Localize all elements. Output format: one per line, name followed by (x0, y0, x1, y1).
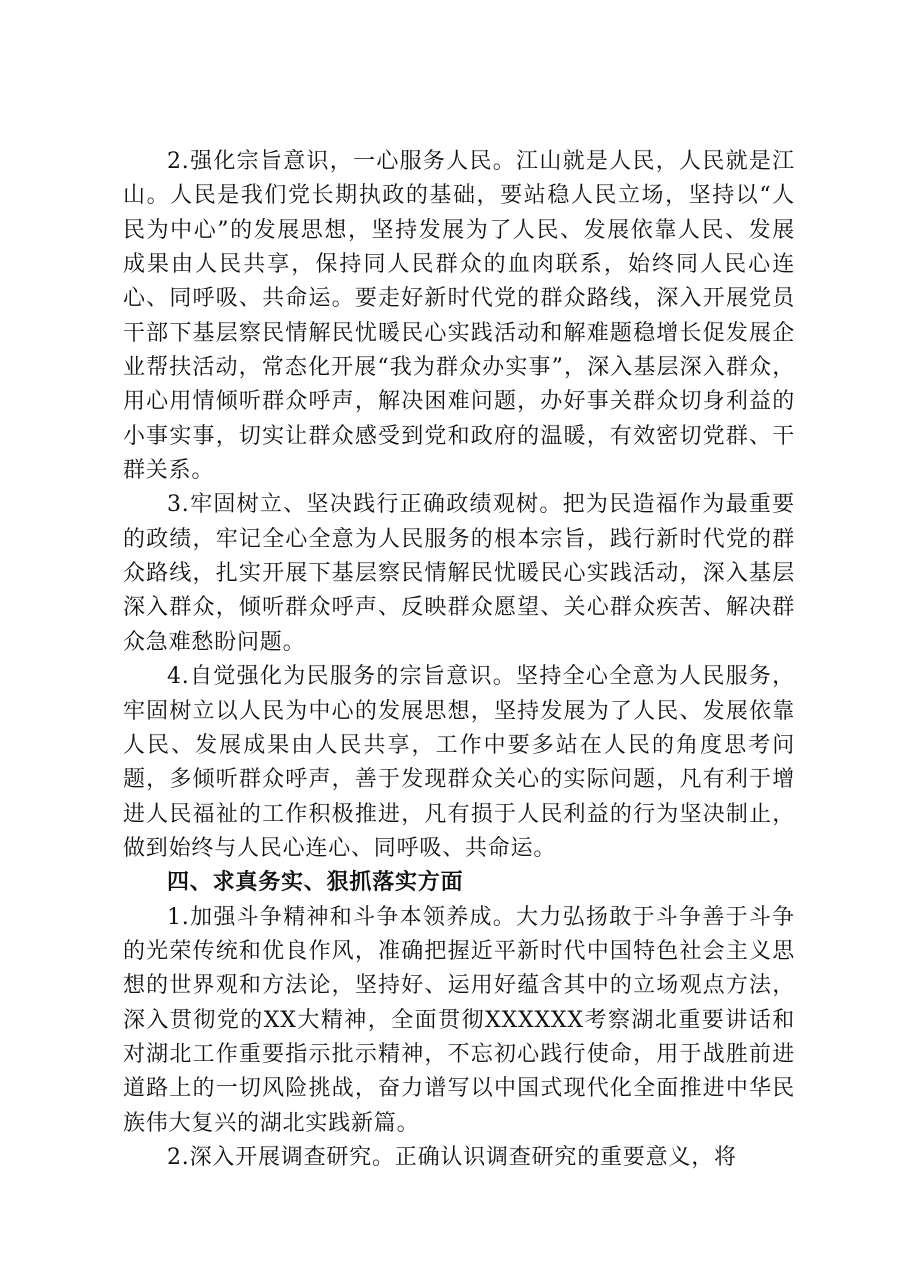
paragraph-item-2-investigation-research: 2.深入开展调查研究。正确认识调查研究的重要意义，将 (167, 1144, 737, 1170)
paragraph-item-2-purpose: 2.强化宗旨意识，一心服务人民。江山就是人民，人民就是江山。人民是我们党长期执政的基础，要站稳人民立场，坚持以“人民为中心”的发展思想，坚持发展为了人民、发展依靠人民、发展成果由人民共享，保持同人民群众的血肉联系，始终同人民心连心、同呼吸、共命运。要走好新时代党的群众路线，深入开展党员干部下基层察民情解民忧暖民心实践活动和解难题稳增长促发展企业帮扶活动，常态化开展“我为群众办实事”，深入基层深入群众，用心用情倾听群众呼声，解决困难问题，办好事关群众切身利益的小事实事，切实让群众感受到党和政府的温暖，有效密切党群、干群关系。 (123, 149, 795, 484)
paragraph-item-1-struggle-spirit: 1.加强斗争精神和斗争本领养成。大力弘扬敢于斗争善于斗争的光荣传统和优良作风，准确把握近平新时代中国特色社会主义思想的世界观和方法论，坚持好、运用好蕴含其中的立场观点方法，深入贯彻党的XX大精神，全面贯彻XXXXXX考察湖北重要讲话和对湖北工作重要指示批示精神，不忘初心践行使命，用于战胜前进道路上的一切风险挑战，奋力谱写以中国式现代化全面推进中华民族伟大复兴的湖北实践新篇。 (123, 904, 795, 1136)
paragraph-item-4-service-awareness: 4.自觉强化为民服务的宗旨意识。坚持全心全意为人民服务，牢固树立以人民为中心的发展思想，坚持发展为了人民、发展依靠人民、发展成果由人民共享，工作中要多站在人民的角度思考问题，多倾听群众呼声，善于发现群众关心的实际问题，凡有利于增进人民福祉的工作积极推进，凡有损于人民利益的行为坚决制止，做到始终与人民心连心、同呼吸、共命运。 (123, 664, 795, 861)
section-heading-4: 四、求真务实、狠抓落实方面 (167, 870, 464, 896)
paragraph-item-3-performance-view: 3.牢固树立、坚决践行正确政绩观树。把为民造福作为最重要的政绩，牢记全心全意为人民服务的根本宗旨，践行新时代党的群众路线，扎实开展下基层察民情解民忧暖民心实践活动，深入基层深入群众，倾听群众呼声、反映群众愿望、关心群众疾苦、解决群众急难愁盼问题。 (123, 492, 795, 655)
document-body (123, 145, 795, 1175)
